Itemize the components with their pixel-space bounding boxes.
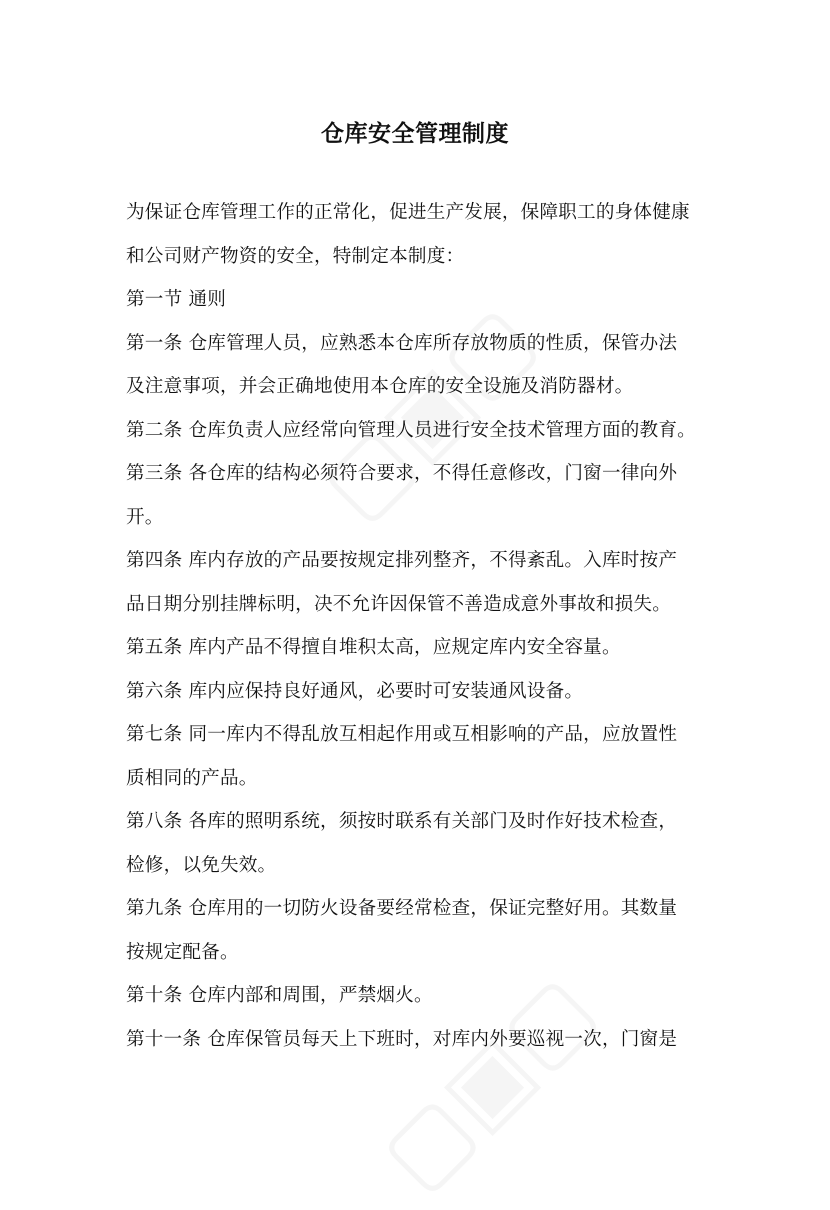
body-line: 第六条 库内应保持良好通风，必要时可安装通风设备。 <box>126 680 584 702</box>
body-line: 第二条 仓库负责人应经常向管理人员进行安全技术管理方面的教育。 <box>126 419 696 441</box>
body-line: 第七条 同一库内不得乱放互相起作用或互相影响的产品，应放置性 <box>126 724 678 745</box>
body-line: 第八条 各库的照明系统，须按时联系有关部门及时作好技术检查， <box>126 811 678 832</box>
body-line: 第九条 仓库用的一切防火设备要经常检查，保证完整好用。其数量 <box>126 898 678 919</box>
section-heading: 第一节 通则 <box>126 289 227 310</box>
body-line: 第一条 仓库管理人员，应熟悉本仓库所存放物质的性质，保管办法 <box>126 332 678 354</box>
body-line: 第四条 库内存放的产品要按规定排列整齐，不得紊乱。入库时按产 <box>126 550 678 571</box>
body-line: 和公司财产物资的安全，特制定本制度： <box>126 245 465 267</box>
body-line: 及注意事项，并会正确地使用本仓库的安全设施及消防器材。 <box>126 376 634 397</box>
document-body <box>126 195 726 1065</box>
body-line: 质相同的产品。 <box>126 767 258 789</box>
body-line: 为保证仓库管理工作的正常化，促进生产发展，保障职工的身体健康 <box>126 202 690 223</box>
body-line: 开。 <box>126 506 164 528</box>
body-line: 按规定配备。 <box>126 941 239 963</box>
body-line: 第十条 仓库内部和周围，严禁烟火。 <box>126 985 433 1006</box>
body-line: 检修，以免失效。 <box>126 854 277 876</box>
body-line: 第三条 各仓库的结构必须符合要求，不得任意修改，门窗一律向外 <box>126 463 678 484</box>
body-line: 第十一条 仓库保管员每天上下班时，对库内外要巡视一次，门窗是 <box>126 1028 678 1050</box>
body-line: 品日期分别挂牌标明，决不允许因保管不善造成意外事故和损失。 <box>126 593 672 615</box>
body-line: 第五条 库内产品不得擅自堆积太高，应规定库内安全容量。 <box>126 637 621 658</box>
document-title: 仓库安全管理制度 <box>321 121 509 147</box>
